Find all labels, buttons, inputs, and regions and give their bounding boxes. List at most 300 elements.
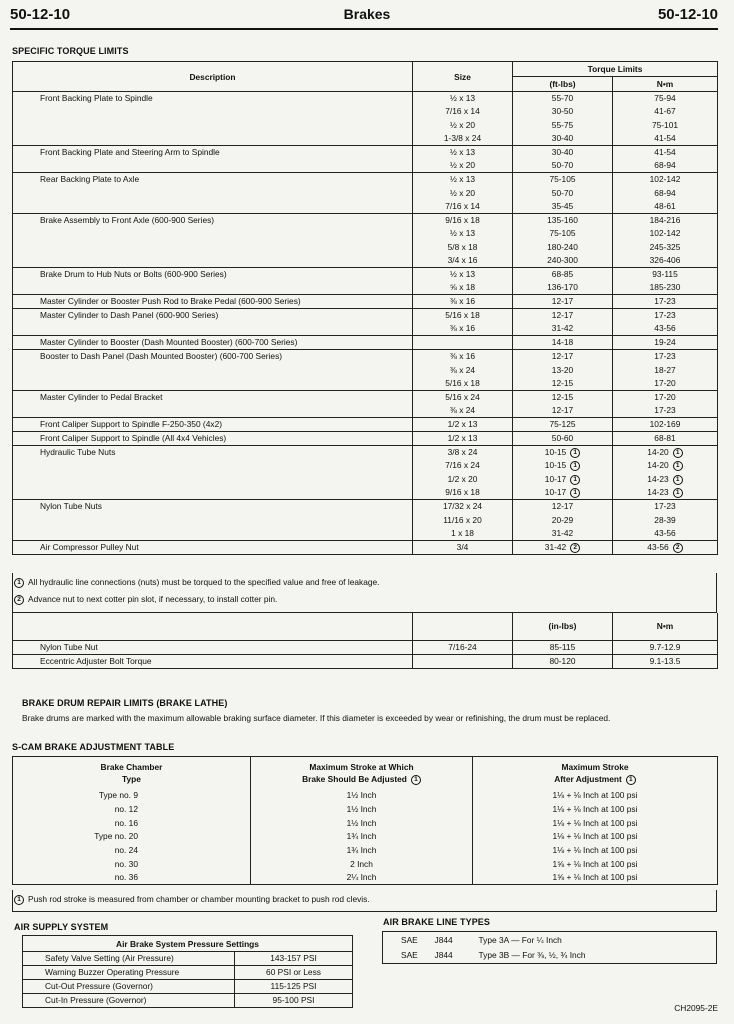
torque-ftlbs <box>513 119 613 133</box>
scam-note-text: Push rod stroke is measured from chamber or chamber mounting bracket to push rod clevis. <box>28 894 370 904</box>
scam-row <box>13 816 718 830</box>
note-marker-1: 1 <box>626 775 636 785</box>
torque-nm-value: 102-142 <box>649 174 681 185</box>
torque-size: ½ x 20 <box>413 119 513 133</box>
pressure-row <box>23 952 353 966</box>
torque-ftlbs-value: 12-17 <box>551 310 574 321</box>
torque-description: Master Cylinder to Pedal Bracket <box>13 390 413 404</box>
note-marker-1: 1 <box>411 775 421 785</box>
torque-ftlbs-value: 12-15 <box>551 391 574 402</box>
torque-size: ½ x 13 <box>413 173 513 187</box>
torque-nm <box>613 105 718 119</box>
pressure-row <box>23 994 353 1008</box>
line-spec: J844 <box>434 950 453 961</box>
torque-nm-value: 17-23 <box>654 296 676 307</box>
torque-description: Master Cylinder to Dash Panel (600-900 Series) <box>13 309 413 323</box>
torque-row <box>13 513 718 527</box>
torque-row <box>13 459 718 473</box>
torque-row <box>13 132 718 146</box>
torque-ftlbs-value: 75-105 <box>549 228 576 239</box>
torque-ftlbs <box>513 527 613 541</box>
footnote-marker: 1 <box>673 475 683 485</box>
torque-nm <box>613 473 718 487</box>
torque-ftlbs <box>513 377 613 391</box>
torque-description: Hydraulic Tube Nuts <box>13 446 413 460</box>
torque-row <box>13 92 718 106</box>
torque-size: ⅜ x 24 <box>413 404 513 418</box>
torque-nm <box>613 540 718 554</box>
torque-nm <box>613 173 718 187</box>
torque-description: Booster to Dash Panel (Dash Mounted Booster) (600-700 Series) <box>13 350 413 364</box>
scam-after-adjust: 1⅛ + ⅛ Inch at 100 psi <box>552 790 638 801</box>
scam-h1b: Type <box>13 773 251 789</box>
torque-ftlbs <box>513 486 613 500</box>
scam-max-stroke: 1½ Inch <box>251 816 473 830</box>
torque-row <box>13 309 718 323</box>
torque-nm <box>613 377 718 391</box>
torque-size: ½ x 13 <box>413 268 513 282</box>
torque-ftlbs-value: 10-15 <box>544 447 567 458</box>
torque-ftlbs <box>513 336 613 350</box>
torque-nm <box>613 404 718 418</box>
scam-after-adjust: 1⅛ + ⅛ Inch at 100 psi <box>552 817 638 828</box>
air-supply-title: AIR SUPPLY SYSTEM <box>14 922 109 932</box>
scam-chamber-type: Type no. 20 <box>13 830 251 844</box>
torque-nm <box>613 527 718 541</box>
torque-size: 7/16 x 14 <box>413 200 513 214</box>
torque-description <box>13 363 413 377</box>
torque-ftlbs-value: 31-42 <box>551 527 574 538</box>
torque-ftlbs <box>513 390 613 404</box>
line-type: Type 3A — For ¼ Inch <box>478 934 562 945</box>
inlbs-table <box>12 613 718 669</box>
torque-nm <box>613 322 718 336</box>
torque-ftlbs-value: 31-42 <box>544 541 567 552</box>
torque-nm <box>613 418 718 432</box>
note-1-marker: 1 <box>14 578 24 588</box>
torque-nm <box>613 432 718 446</box>
torque-ftlbs <box>513 92 613 106</box>
inlbs-row-size: 7/16-24 <box>413 640 513 654</box>
pressure-row <box>23 980 353 994</box>
brake-drum-title: BRAKE DRUM REPAIR LIMITS (BRAKE LATHE) <box>22 698 228 708</box>
torque-nm-value: 68-94 <box>654 160 676 171</box>
torque-ftlbs-value: 50-70 <box>551 160 574 171</box>
scam-h2b <box>251 773 473 789</box>
footnote-marker: 1 <box>673 461 683 471</box>
scam-max-stroke: 1½ Inch <box>251 803 473 817</box>
scam-table <box>12 756 718 885</box>
torque-nm <box>613 119 718 133</box>
pressure-value: 115-125 PSI <box>235 980 353 994</box>
torque-nm-value: 185-230 <box>649 282 681 293</box>
torque-row <box>13 322 718 336</box>
torque-ftlbs-value: 75-105 <box>549 174 576 185</box>
torque-nm-value: 68-81 <box>654 433 676 444</box>
torque-size: ½ x 13 <box>413 227 513 241</box>
torque-description: Rear Backing Plate to Axle <box>13 173 413 187</box>
torque-row <box>13 390 718 404</box>
torque-description <box>13 105 413 119</box>
torque-ftlbs-value: 50-60 <box>551 433 574 444</box>
torque-nm-value: 19-24 <box>654 337 676 348</box>
inlbs-row-nm: 9.7-12.9 <box>613 640 718 654</box>
inlbs-row-desc: Nylon Tube Nut <box>13 640 413 654</box>
footnote-marker: 1 <box>570 461 580 471</box>
scam-max-stroke: 2¼ Inch <box>251 871 473 885</box>
torque-nm <box>613 254 718 268</box>
line-standard: SAE <box>401 934 418 945</box>
torque-nm-value: 41-54 <box>654 133 676 144</box>
air-pressure-table-title: Air Brake System Pressure Settings <box>116 938 259 949</box>
torque-nm-value: 14-20 <box>647 447 669 458</box>
torque-ftlbs-value: 135-160 <box>547 214 578 225</box>
torque-nm-value: 14-20 <box>647 460 669 471</box>
torque-nm-value: 102-142 <box>649 228 681 239</box>
torque-size: 1/2 x 13 <box>413 432 513 446</box>
torque-nm <box>613 309 718 323</box>
torque-size: 1/2 x 13 <box>413 418 513 432</box>
torque-row <box>13 213 718 227</box>
scam-row <box>13 844 718 858</box>
pressure-setting: Cut-In Pressure (Governor) <box>23 994 235 1008</box>
torque-size: ⅝ x 18 <box>413 281 513 295</box>
scam-chamber-type: no. 30 <box>13 857 251 871</box>
torque-nm <box>613 241 718 255</box>
torque-nm <box>613 213 718 227</box>
torque-row <box>13 186 718 200</box>
torque-description <box>13 159 413 173</box>
footnote-marker: 2 <box>570 543 580 553</box>
torque-description: Master Cylinder or Booster Push Rod to Brake Pedal (600-900 Series) <box>13 295 413 309</box>
torque-row <box>13 105 718 119</box>
torque-nm <box>613 446 718 460</box>
torque-nm-value: 102-169 <box>649 419 681 430</box>
col-nm-header: N•m <box>613 77 718 92</box>
scam-row <box>13 857 718 871</box>
torque-description <box>13 119 413 133</box>
torque-description <box>13 486 413 500</box>
specific-torque-table <box>12 61 718 555</box>
torque-description <box>13 200 413 214</box>
torque-nm <box>613 281 718 295</box>
torque-nm <box>613 92 718 106</box>
torque-nm-value: 93-115 <box>652 269 678 280</box>
torque-size: 1-3/8 x 24 <box>413 132 513 146</box>
col-ftlbs-header: (ft-lbs) <box>513 77 613 92</box>
scam-after-adjust: 1⅝ + ⅛ Inch at 100 psi <box>552 858 638 869</box>
torque-size <box>413 336 513 350</box>
torque-row <box>13 418 718 432</box>
torque-nm <box>613 513 718 527</box>
torque-row <box>13 350 718 364</box>
torque-nm-value: 75-101 <box>651 119 679 130</box>
torque-ftlbs <box>513 281 613 295</box>
torque-ftlbs <box>513 159 613 173</box>
torque-size: ⅜ x 24 <box>413 363 513 377</box>
torque-row <box>13 295 718 309</box>
inlbs-row-inlbs: 80-120 <box>513 654 613 668</box>
torque-ftlbs-value: 12-17 <box>551 405 574 415</box>
inlbs-size-blank <box>413 613 513 640</box>
torque-nm-value: 43-56 <box>654 527 676 538</box>
scam-chamber-type: no. 16 <box>13 816 251 830</box>
torque-ftlbs <box>513 173 613 187</box>
pressure-value: 143-157 PSI <box>235 952 353 966</box>
torque-description <box>13 473 413 487</box>
scam-after-adjust: 1⅝ + ⅛ Inch at 100 psi <box>552 872 638 883</box>
torque-ftlbs <box>513 309 613 323</box>
torque-description: Brake Drum to Hub Nuts or Bolts (600-900 Series) <box>13 268 413 282</box>
pressure-setting: Warning Buzzer Operating Pressure <box>23 966 235 980</box>
torque-ftlbs-value: 136-170 <box>547 282 578 293</box>
torque-row <box>13 146 718 160</box>
torque-ftlbs-value: 55-75 <box>551 119 574 130</box>
torque-nm <box>613 459 718 473</box>
torque-ftlbs <box>513 186 613 200</box>
torque-ftlbs-value: 12-17 <box>551 296 574 307</box>
torque-row <box>13 432 718 446</box>
footnote-marker: 1 <box>570 475 580 485</box>
inlbs-nm-header: N•m <box>613 613 718 640</box>
torque-size: ½ x 20 <box>413 186 513 200</box>
footnote-marker: 1 <box>673 448 683 458</box>
torque-ftlbs <box>513 432 613 446</box>
torque-ftlbs-value: 50-70 <box>551 187 574 198</box>
pressure-value: 60 PSI or Less <box>235 966 353 980</box>
torque-size: 1 x 18 <box>413 527 513 541</box>
pressure-row <box>23 966 353 980</box>
torque-nm-value: 68-94 <box>654 187 676 198</box>
torque-row <box>13 336 718 350</box>
line-type-row <box>383 948 717 964</box>
torque-nm-value: 41-54 <box>654 147 676 158</box>
torque-description: Front Backing Plate to Spindle <box>40 93 153 104</box>
line-spec: J844 <box>434 934 453 945</box>
scam-max-stroke: 2 Inch <box>251 857 473 871</box>
scam-after-adjust: 1⅛ + ⅛ Inch at 100 psi <box>552 804 638 815</box>
torque-nm-value: 17-23 <box>654 310 676 321</box>
torque-ftlbs-value: 20-29 <box>551 514 574 525</box>
inlbs-row-size <box>413 654 513 668</box>
torque-size: ½ x 13 <box>413 92 513 106</box>
torque-nm-value: 17-20 <box>654 391 676 402</box>
footnote-marker: 1 <box>673 488 683 498</box>
page-number-left: 50-12-10 <box>10 6 71 23</box>
torque-ftlbs <box>513 363 613 377</box>
torque-ftlbs-value: 35-45 <box>551 200 574 211</box>
scam-chamber-type: no. 12 <box>13 803 251 817</box>
torque-ftlbs <box>513 132 613 146</box>
torque-nm <box>613 159 718 173</box>
torque-size: ⅜ x 16 <box>413 322 513 336</box>
torque-ftlbs <box>513 418 613 432</box>
torque-size: 3/8 x 24 <box>413 446 513 460</box>
torque-row <box>13 241 718 255</box>
torque-size: ⅜ x 16 <box>413 350 513 364</box>
torque-description: Nylon Tube Nuts <box>13 500 413 514</box>
torque-row <box>13 377 718 391</box>
footnote-marker: 1 <box>570 448 580 458</box>
scam-note-marker: 1 <box>14 895 24 905</box>
torque-ftlbs <box>513 500 613 514</box>
torque-nm-value: 14-23 <box>647 473 669 484</box>
torque-nm-value: 184-216 <box>649 214 681 225</box>
torque-nm <box>613 363 718 377</box>
torque-ftlbs <box>513 322 613 336</box>
col-torque-header: Torque Limits <box>513 62 718 77</box>
torque-size: 1/2 x 20 <box>413 473 513 487</box>
torque-nm-value: 41-67 <box>654 106 676 117</box>
scam-max-stroke: 1½ Inch <box>251 789 473 803</box>
air-pressure-table <box>22 935 353 1008</box>
torque-size: 5/16 x 18 <box>413 309 513 323</box>
inlbs-header: (in-lbs) <box>513 613 613 640</box>
torque-description: Brake Assembly to Front Axle (600-900 Series) <box>13 213 413 227</box>
torque-row <box>13 486 718 500</box>
torque-nm-value: 18-27 <box>654 364 676 375</box>
torque-nm <box>613 390 718 404</box>
torque-row <box>13 159 718 173</box>
torque-ftlbs <box>513 105 613 119</box>
torque-size: 7/16 x 14 <box>413 105 513 119</box>
torque-row <box>13 446 718 460</box>
note-2 <box>14 594 277 605</box>
torque-size: 5/8 x 18 <box>413 241 513 255</box>
scam-h3a: Maximum Stroke <box>561 762 629 772</box>
torque-row <box>13 173 718 187</box>
pressure-setting: Safety Valve Setting (Air Pressure) <box>23 952 235 966</box>
torque-row <box>13 281 718 295</box>
torque-ftlbs-value: 240-300 <box>547 255 578 266</box>
torque-nm-value: 43-56 <box>654 323 676 334</box>
footnote-marker: 2 <box>673 543 683 553</box>
torque-row <box>13 404 718 418</box>
torque-nm <box>613 336 718 350</box>
scam-max-stroke: 1¾ Inch <box>251 830 473 844</box>
torque-ftlbs <box>513 404 613 418</box>
scam-row <box>13 871 718 885</box>
torque-ftlbs <box>513 473 613 487</box>
footer-code: CH2095-2E <box>674 1003 718 1013</box>
torque-row <box>13 363 718 377</box>
torque-ftlbs-value: 180-240 <box>547 241 578 252</box>
torque-nm-value: 48-61 <box>654 200 676 211</box>
col-description-header: Description <box>13 62 413 92</box>
inlbs-blank <box>13 613 413 640</box>
page-title: Brakes <box>343 6 391 22</box>
torque-ftlbs-value: 12-17 <box>551 501 574 512</box>
torque-nm-value: 245-325 <box>649 241 681 252</box>
torque-size: 17/32 x 24 <box>413 500 513 514</box>
torque-row <box>13 500 718 514</box>
torque-row <box>13 268 718 282</box>
torque-size: 3/4 <box>413 540 513 554</box>
torque-ftlbs-value: 30-40 <box>551 147 574 158</box>
torque-ftlbs <box>513 213 613 227</box>
torque-nm-value: 17-23 <box>654 405 676 415</box>
scam-h2a: Maximum Stroke at Which <box>251 757 473 774</box>
torque-ftlbs <box>513 227 613 241</box>
torque-ftlbs-value: 55-70 <box>551 93 574 104</box>
torque-description <box>13 241 413 255</box>
torque-nm <box>613 200 718 214</box>
torque-description <box>13 377 413 391</box>
torque-ftlbs <box>513 446 613 460</box>
scam-chamber-type: Type no. 9 <box>13 789 251 803</box>
torque-size: ½ x 13 <box>413 146 513 160</box>
line-types-title: AIR BRAKE LINE TYPES <box>383 917 491 927</box>
scam-h3b-text: After Adjustment <box>554 774 622 784</box>
torque-nm <box>613 500 718 514</box>
note-2-text: Advance nut to next cotter pin slot, if necessary, to install cotter pin. <box>28 594 278 604</box>
torque-ftlbs <box>513 254 613 268</box>
torque-size: 7/16 x 24 <box>413 459 513 473</box>
inlbs-row-nm: 9.1-13.5 <box>613 654 718 668</box>
torque-description <box>13 254 413 268</box>
torque-ftlbs-value: 10-15 <box>544 460 567 471</box>
torque-row <box>13 473 718 487</box>
torque-ftlbs <box>513 540 613 554</box>
torque-ftlbs-value: 13-20 <box>551 364 574 375</box>
torque-nm <box>613 146 718 160</box>
torque-nm-value: 75-94 <box>654 93 676 104</box>
torque-size: 5/16 x 24 <box>413 390 513 404</box>
torque-nm-value: 28-39 <box>654 514 676 525</box>
scam-row <box>13 830 718 844</box>
torque-ftlbs-value: 12-17 <box>551 351 574 362</box>
torque-ftlbs-value: 75-125 <box>549 419 576 430</box>
torque-ftlbs-value: 14-18 <box>551 337 574 348</box>
torque-ftlbs-value: 10-17 <box>544 487 567 498</box>
torque-ftlbs-value: 12-15 <box>551 377 574 388</box>
scam-chamber-type: no. 24 <box>13 844 251 858</box>
torque-ftlbs <box>513 241 613 255</box>
torque-description <box>13 404 413 418</box>
scam-chamber-type: no. 36 <box>13 871 251 885</box>
torque-size: ½ x 20 <box>413 159 513 173</box>
torque-nm <box>613 268 718 282</box>
scam-note <box>14 894 370 905</box>
torque-ftlbs-value: 30-50 <box>551 106 574 117</box>
torque-ftlbs-value: 10-17 <box>544 473 567 484</box>
torque-ftlbs <box>513 350 613 364</box>
torque-ftlbs <box>513 200 613 214</box>
note-1-text: All hydraulic line connections (nuts) must be torqued to the specified value and free of leakage. <box>28 577 380 587</box>
torque-description <box>13 459 413 473</box>
torque-description <box>13 281 413 295</box>
torque-ftlbs <box>513 513 613 527</box>
header-rule <box>10 28 718 30</box>
specific-torque-title: SPECIFIC TORQUE LIMITS <box>12 46 129 56</box>
scam-h3b <box>473 773 718 789</box>
footnote-marker: 1 <box>570 488 580 498</box>
torque-row <box>13 200 718 214</box>
torque-size: 3/4 x 16 <box>413 254 513 268</box>
torque-size: 9/16 x 18 <box>413 486 513 500</box>
scam-h2b-text: Brake Should Be Adjusted <box>302 774 407 784</box>
torque-description <box>13 227 413 241</box>
inlbs-row-desc: Eccentric Adjuster Bolt Torque <box>13 654 413 668</box>
line-type-row <box>383 932 717 948</box>
torque-nm <box>613 486 718 500</box>
torque-ftlbs-value: 31-42 <box>551 323 574 334</box>
line-standard: SAE <box>401 950 418 961</box>
inlbs-row-inlbs: 85-115 <box>513 640 613 654</box>
torque-nm-value: 17-20 <box>654 377 676 388</box>
torque-description <box>13 322 413 336</box>
torque-description: Front Backing Plate and Steering Arm to Spindle <box>13 146 413 160</box>
